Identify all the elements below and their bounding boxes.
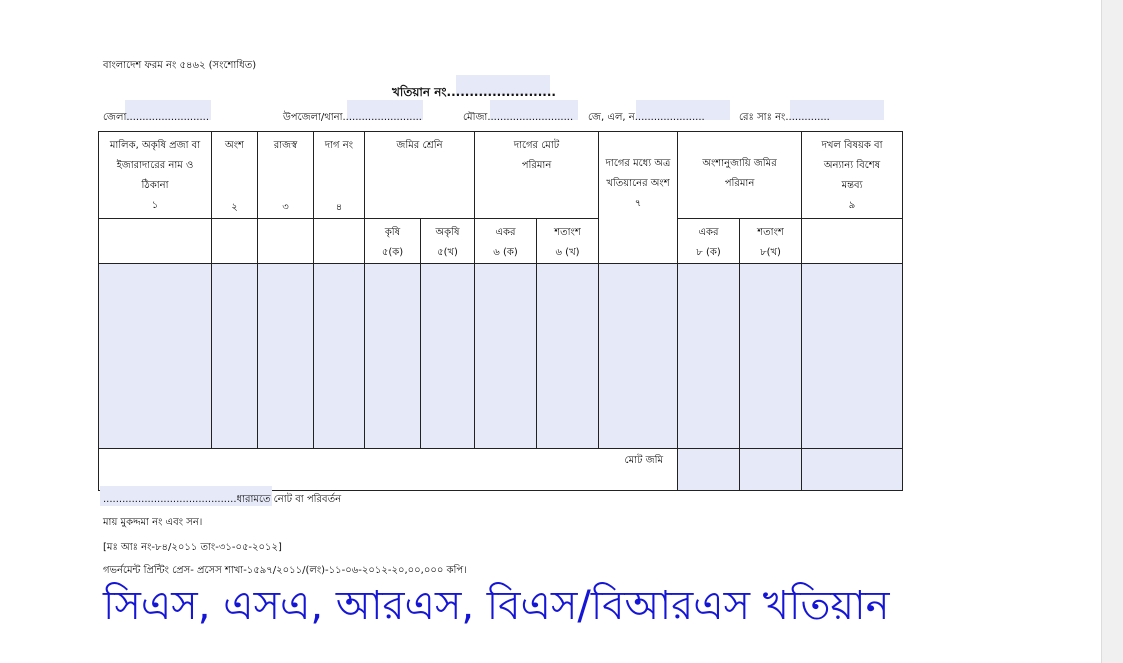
- entry-agri[interactable]: [365, 264, 421, 449]
- entry-dag-share[interactable]: [599, 264, 678, 449]
- entry-revenue[interactable]: [258, 264, 314, 449]
- entry-owner[interactable]: [99, 264, 212, 449]
- reg-no-label: রেঃ সাঃ নং..............: [739, 112, 830, 123]
- header-share: অংশ ২: [212, 132, 258, 219]
- jl-no-label: জে, এল, ন......................: [588, 112, 705, 123]
- total-decimal[interactable]: [740, 449, 802, 491]
- header-decimal: শতাংশ ৬ (খ): [537, 219, 599, 264]
- cell-blank: [314, 219, 365, 264]
- header-owner: মালিক, অকৃষি প্রজা বা ইজারাদারের নাম ও ঠিকানা ১: [99, 132, 212, 219]
- total-remarks[interactable]: [802, 449, 903, 491]
- entry-dag-no[interactable]: [314, 264, 365, 449]
- upazila-label: উপজেলা/থানা.........................: [283, 112, 422, 123]
- note-line: ..........................................ধারামতে নোট বা পরিবর্তন: [103, 494, 342, 505]
- total-land-label: মোট জমি: [99, 449, 678, 491]
- entry-share[interactable]: [212, 264, 258, 449]
- entry-decimal-2[interactable]: [740, 264, 802, 449]
- khatian-types-caption: সিএস, এসএ, আরএস, বিএস/বিআরএস খতিয়ান: [103, 583, 890, 629]
- page-edge: [1101, 0, 1123, 663]
- header-non-agri: অকৃষি ৫(খ): [421, 219, 475, 264]
- entry-acre-2[interactable]: [678, 264, 740, 449]
- khatian-table: [98, 131, 903, 491]
- khatian-title: খতিয়ান নং........................: [392, 85, 556, 99]
- cell-blank: [802, 219, 903, 264]
- entry-remarks[interactable]: [802, 264, 903, 449]
- zila-label: জেলা..........................: [103, 112, 210, 123]
- entry-decimal[interactable]: [537, 264, 599, 449]
- order-line: [মঃ আঃ নং-৮৪/২০১১ তাং-৩১-০৫-২০১২]: [103, 542, 282, 553]
- header-remarks: দখল বিষয়ক বা অন্যান্য বিশেষ মন্তব্য ৯: [802, 132, 903, 219]
- cell-blank: [258, 219, 314, 264]
- header-land-class: জমির শ্রেনি: [365, 132, 475, 219]
- entry-acre[interactable]: [475, 264, 537, 449]
- header-revenue: রাজস্ব ৩: [258, 132, 314, 219]
- entry-non-agri[interactable]: [421, 264, 475, 449]
- total-acre[interactable]: [678, 449, 740, 491]
- header-dag-share: দাগের মধ্যে অত্র খতিয়ানের অংশ ৭: [599, 132, 678, 264]
- header-dag-no: দাগ নং ৪: [314, 132, 365, 219]
- header-share-land: অংশানুজায়ি জমির পরিমান: [678, 132, 802, 219]
- mouza-label: মৌজা...........................: [463, 112, 574, 123]
- form-number: বাংলাদেশ ফরম নং ৫৪৬২ (সংশোধিত): [103, 60, 257, 71]
- cell-blank: [212, 219, 258, 264]
- header-acre: একর ৬ (ক): [475, 219, 537, 264]
- header-acre-2: একর ৮ (ক): [678, 219, 740, 264]
- case-line: মায় মুকদ্দমা নং এবং সন।: [103, 517, 203, 528]
- header-dag-total: দাগের মোট পরিমান: [475, 132, 599, 219]
- press-line: গভর্নমেন্ট প্রিন্টিং প্রেস- প্রসেস শাখা-১৫৯৭/২০১১/(লং)-১১-০৬-২০১২-২০,০০,০০০ কপি।: [103, 565, 467, 576]
- header-agri: কৃষি ৫(ক): [365, 219, 421, 264]
- header-decimal-2: শতাংশ ৮(খ): [740, 219, 802, 264]
- cell-blank: [99, 219, 212, 264]
